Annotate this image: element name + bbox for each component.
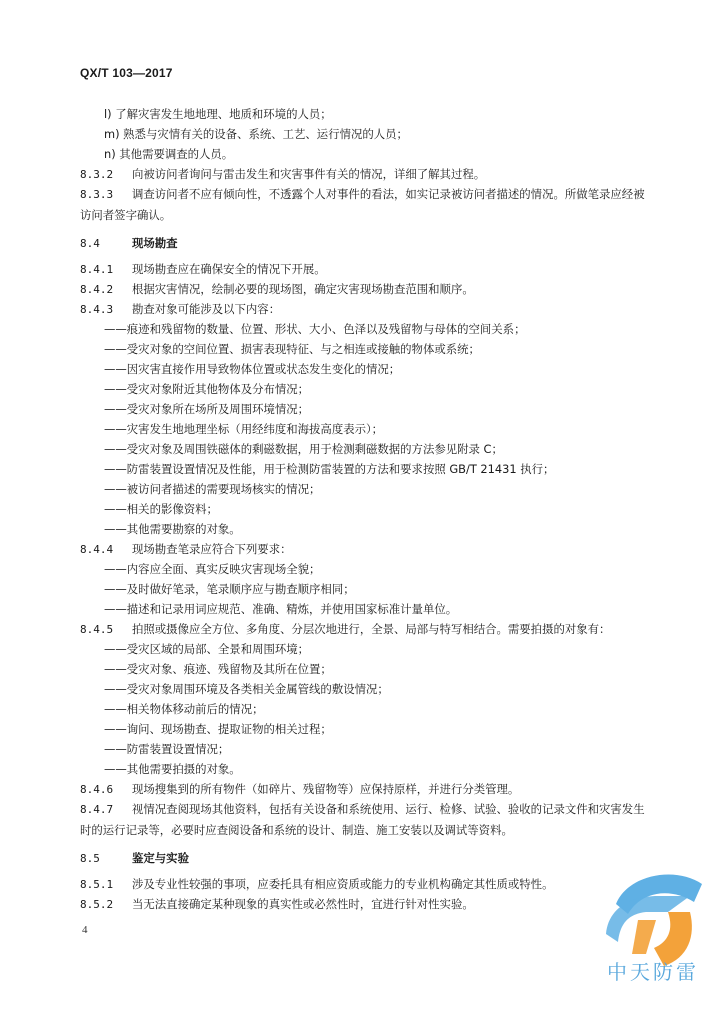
- logo-text: 中天防雷: [607, 960, 699, 984]
- clause-number: 8.4.7: [80, 803, 114, 816]
- page-number: 4: [82, 924, 88, 936]
- clause-8-3-3: [80, 184, 652, 225]
- dash-item: ——防雷装置设置情况；: [104, 742, 230, 756]
- dash-item: ——被访问者描述的需要现场核实的情况；: [104, 482, 321, 496]
- clause-number: 8.5.2: [80, 898, 114, 911]
- clause-number: 8.4.1: [80, 263, 114, 276]
- list-item-n: n) 其他需要调查的人员。: [104, 147, 234, 161]
- dash-item: ——描述和记录用词应规范、准确、精炼，并使用国家标准计量单位。: [104, 602, 458, 616]
- zhongtian-lightning-logo-icon: [598, 862, 718, 1012]
- clause-number: 8.4.3: [80, 303, 114, 316]
- section-heading-8-5: [80, 848, 652, 868]
- clause-text: 向被访问者询问与雷击发生和灾害事件有关的情况，详细了解其过程。: [132, 167, 486, 181]
- clause-number: 8.3.2: [80, 168, 114, 181]
- clause-number: 8.4.2: [80, 283, 114, 296]
- dash-item: ——受灾对象及周围铁磁体的剩磁数据，用于检测剩磁数据的方法参见附录 C；: [104, 442, 503, 456]
- clause-text: 勘查对象可能涉及以下内容：: [132, 302, 281, 316]
- clause-number: 8.3.3: [80, 188, 114, 201]
- document-body: [80, 104, 652, 914]
- clause-text: 视情况查阅现场其他资料，包括有关设备和系统使用、运行、检修、试验、验收的记录文件和灾害发生时的运行记录等，必要时应查阅设备和系统的设计、制造、施工安装以及调试等资料。: [80, 802, 645, 837]
- clause-number: 8.4.5: [80, 623, 114, 636]
- dash-item: ——受灾对象附近其他物体及分布情况；: [104, 382, 310, 396]
- clause-number: 8.5.1: [80, 878, 114, 891]
- dash-item: ——内容应全面、真实反映灾害现场全貌；: [104, 562, 321, 576]
- dash-item: ——痕迹和残留物的数量、位置、形状、大小、色泽以及残留物与母体的空间关系；: [104, 322, 526, 336]
- standard-code-header: QX/T 103—2017: [80, 66, 173, 80]
- clause-8-4-4: [80, 539, 652, 559]
- dash-item: ——受灾对象所在场所及周围环境情况；: [104, 402, 310, 416]
- clause-text: 现场搜集到的所有物件（如碎片、残留物等）应保持原样，并进行分类管理。: [132, 782, 520, 796]
- section-number: 8.5: [80, 852, 100, 865]
- clause-8-5-2: [80, 894, 652, 914]
- dash-item: ——询问、现场勘查、提取证物的相关过程；: [104, 722, 332, 736]
- clause-8-4-2: [80, 279, 652, 299]
- dash-item: ——受灾对象、痕迹、残留物及其所在位置；: [104, 662, 332, 676]
- dash-item: ——其他需要勘察的对象。: [104, 522, 241, 536]
- clause-8-4-1: [80, 259, 652, 279]
- section-number: 8.4: [80, 237, 100, 250]
- clause-text: 根据灾害情况，绘制必要的现场图，确定灾害现场勘查范围和顺序。: [132, 282, 474, 296]
- list-item-l: l) 了解灾害发生地地理、地质和环境的人员；: [104, 107, 332, 121]
- dash-item: ——灾害发生地地理坐标（用经纬度和海拔高度表示）；: [104, 422, 384, 436]
- section-title: 鉴定与实验: [132, 851, 189, 865]
- clause-text: 调查访问者不应有倾向性，不透露个人对事件的看法，如实记录被访问者描述的情况。所做笔录应经被访问者签字确认。: [80, 187, 645, 222]
- clause-text: 现场勘查应在确保安全的情况下开展。: [132, 262, 326, 276]
- clause-text: 涉及专业性较强的事项，应委托具有相应资质或能力的专业机构确定其性质或特性。: [132, 877, 554, 891]
- dash-item: ——相关的影像资料；: [104, 502, 218, 516]
- section-title: 现场勘查: [132, 236, 178, 250]
- dash-item: ——防雷装置设置情况及性能，用于检测防雷装置的方法和要求按照 GB/T 21431 执行；: [104, 462, 555, 476]
- section-heading-8-4: [80, 233, 652, 253]
- clause-8-3-2: [80, 164, 652, 184]
- clause-number: 8.4.4: [80, 543, 114, 556]
- clause-text: 拍照或摄像应全方位、多角度、分层次地进行，全景、局部与特写相结合。需要拍摄的对象有：: [132, 622, 611, 636]
- clause-8-4-3: [80, 299, 652, 319]
- clause-text: 当无法直接确定某种现象的真实性或必然性时，宜进行针对性实验。: [132, 897, 474, 911]
- dash-item: ——及时做好笔录，笔录顺序应与勘查顺序相同；: [104, 582, 355, 596]
- clause-8-4-6: [80, 779, 652, 799]
- clause-8-4-5: [80, 619, 652, 639]
- dash-item: ——受灾对象的空间位置、损害表现特征、与之相连或接触的物体或系统；: [104, 342, 480, 356]
- dash-item: ——受灾区域的局部、全景和周围环境；: [104, 642, 310, 656]
- clause-text: 现场勘查笔录应符合下列要求：: [132, 542, 292, 556]
- clause-8-4-7: [80, 799, 652, 840]
- list-item-m: m) 熟悉与灾情有关的设备、系统、工艺、运行情况的人员；: [104, 127, 408, 141]
- clause-8-5-1: [80, 874, 652, 894]
- clause-number: 8.4.6: [80, 783, 114, 796]
- dash-item: ——因灾害直接作用导致物体位置或状态发生变化的情况；: [104, 362, 401, 376]
- dash-item: ——相关物体移动前后的情况；: [104, 702, 264, 716]
- dash-item: ——受灾对象周围环境及各类相关金属管线的敷设情况；: [104, 682, 389, 696]
- dash-item: ——其他需要拍摄的对象。: [104, 762, 241, 776]
